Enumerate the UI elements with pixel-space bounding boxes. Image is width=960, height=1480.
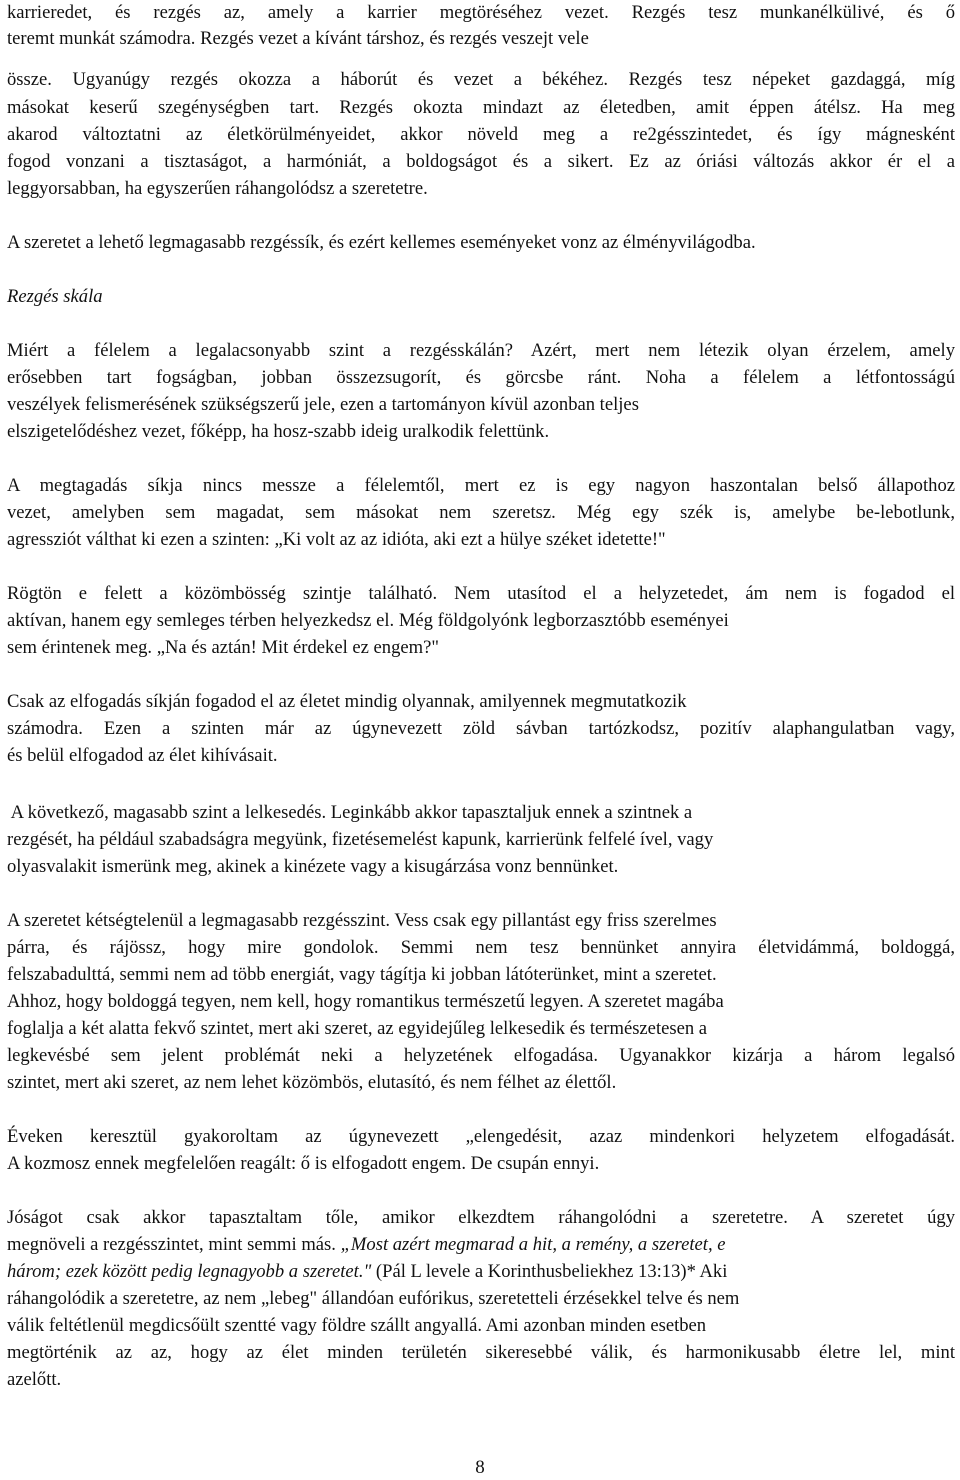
text-line: össze. Ugyanúgy rezgés okozza a háborút és vezet a békéhez. Rezgés tesz népeket gazdaggá, míg: [7, 69, 955, 90]
text-line: számodra. Ezen a szinten már az úgynevezett zöld sávban tartózkodsz, pozitív alaphangulatban vagy,: [7, 718, 955, 739]
text-line: Rögtön e felett a közömbösség szintje található. Nem utasítod el a helyzetedet, ám nem is fogadod el: [7, 583, 955, 604]
text-line: azelőtt.: [7, 1369, 62, 1390]
text-line: veszélyek felismerésének szükségszerű jele, ezen a tartományon kívül azonban teljes: [7, 394, 639, 415]
text-line: párra, és rájössz, hogy mire gondolok. Semmi nem tesz bennünket annyira életvidámmá, boldoggá,: [7, 937, 955, 958]
bible-quote: három; ezek között pedig legnagyobb a szeretet.": [7, 1261, 372, 1282]
text-line: szintet, mert aki szeret, az nem lehet közömbös, elutasító, és nem félhet az élettől.: [7, 1072, 617, 1093]
text-line: legkevésbé sem jelent problémát neki a helyzetének elfogadása. Ugyanakkor kizárja a három legalsó: [7, 1045, 955, 1066]
text-line: olyasvalakit ismerünk meg, akinek a kinézete vagy a kisugárzása vonz bennünket.: [7, 856, 619, 877]
text-line: karrieredet, és rezgés az, amely a karrier megtöréséhez vezet. Rezgés tesz munkanélkülivé, és ő: [7, 2, 955, 23]
text-line: foglalja a két alatta fekvő szintet, mert aki szeret, az egyidejűleg lelkesedik és természetesen a: [7, 1018, 708, 1039]
text-line: megtörténik az az, hogy az élet minden területén sikeresebbé válik, és harmonikusabb életre lel, mint: [7, 1342, 955, 1363]
text-line: A szeretet kétségtelenül a legmagasabb rezgésszint. Vess csak egy pillantást egy friss szerelmes: [7, 910, 717, 931]
text-line: [7, 1232, 726, 1258]
text-line: A kozmosz ennek megfelelően reagált: ő is elfogadott engem. De csupán ennyi.: [7, 1153, 600, 1174]
text-line: fogod vonzani a tisztaságot, a harmóniát, a boldogságot és a sikert. Ez az óriási változás akkor ér el a: [7, 151, 955, 172]
text-line: másokat keserű szegénységben tart. Rezgés okozta mindazt az életedben, amit éppen átélsz. Ha meg: [7, 97, 955, 118]
text-line: Csak az elfogadás síkján fogadod el az életet mindig olyannak, amilyennek megmutatkozik: [7, 691, 687, 712]
text-line: Éveken keresztül gyakoroltam az úgynevezett „elengedésit, azaz mindenkori helyzetem elfogadását.: [7, 1126, 955, 1147]
text-line: A következő, magasabb szint a lelkesedés. Leginkább akkor tapasztaljuk ennek a szintnek a: [7, 802, 693, 823]
text-line: aktívan, hanem egy semleges térben helyezkedsz el. Még földgolyónk legborzasztóbb eseményei: [7, 610, 729, 631]
text-line: teremt munkát számodra. Rezgés vezet a kívánt társhoz, és rezgés veszejt vele: [7, 28, 589, 49]
text-line: Ahhoz, hogy boldoggá tegyen, nem kell, hogy romantikus természetű legyen. A szeretet magába: [7, 991, 724, 1012]
text-line: felszabadulttá, semmi nem ad több energiát, vagy tágítja ki jobban látóterünket, mint a szeretet.: [7, 964, 717, 985]
text-line: [7, 1259, 727, 1285]
citation: (Pál L levele a Korinthusbeliekhez 13:13)* Aki: [371, 1261, 728, 1282]
text-line: és belül elfogadod az élet kihívásait.: [7, 745, 278, 766]
text-line: sem érintenek meg. „Na és aztán! Mit érdekel ez engem?": [7, 637, 439, 658]
text-line: A megtagadás síkja nincs messze a félelemtől, mert ez is egy nagyon haszontalan belső állapothoz: [7, 475, 955, 496]
text-line: agressziót válthat ki ezen a szinten: „Ki volt az az idióta, aki ezt a hülye széket idetette!": [7, 529, 666, 550]
text-line: akarod változtatni az életkörülményeidet, akkor növeld meg a re2gésszintedet, és így mágnesként: [7, 124, 955, 145]
text-line: rezgését, ha például szabadságra megyünk, fizetésemelést kapunk, karrierünk felfelé ível, vagy: [7, 829, 714, 850]
text-line: erősebben tart fogságban, jobban összezsugorít, és görcsbe ránt. Noha a félelem a létfontosságú: [7, 367, 955, 388]
text-line: válik feltétlenül megdicsőült szentté vagy földre szállt angyallá. Ami azonban minden esetben: [7, 1315, 707, 1336]
section-heading: Rezgés skála: [7, 286, 103, 307]
text-line: ráhangolódik a szeretetre, az nem „lebeg" állandóan eufórikus, szeretetteli érzésekkel telve és nem: [7, 1288, 740, 1309]
text-span: megnöveli a rezgésszintet, mint semmi más.: [7, 1234, 341, 1255]
page-number: 8: [475, 1457, 485, 1478]
text-line: Jóságot csak akkor tapasztaltam tőle, amikor elkezdtem ráhangolódni a szeretetre. A szeretet úgy: [7, 1207, 955, 1228]
text-line: elszigetelődéshez vezet, főképp, ha hosz-szabb ideig uralkodik felettünk.: [7, 421, 550, 442]
bible-quote: „Most azért megmarad a hit, a remény, a szeretet, e: [340, 1234, 726, 1255]
text-line: vezet, amelyben sem magadat, sem másokat nem szeretsz. Még egy szék is, amelybe be-lebotlunk,: [7, 502, 955, 523]
text-line: leggyorsabban, ha egyszerűen ráhangolódsz a szeretetre.: [7, 178, 428, 199]
text-line: A szeretet a lehető legmagasabb rezgéssík, és ezért kellemes eseményeket vonz az élményvilágodba.: [7, 232, 756, 253]
text-line: Miért a félelem a legalacsonyabb szint a rezgésskálán? Azért, mert nem létezik olyan érzelem, amely: [7, 340, 955, 361]
